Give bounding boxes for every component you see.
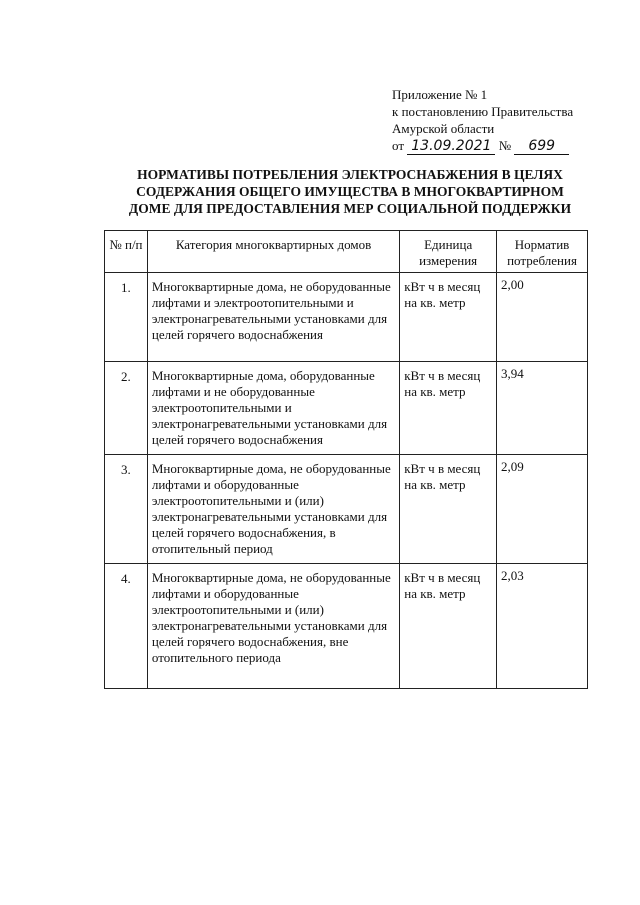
document-title — [100, 166, 600, 217]
row-value: 3,94 — [497, 362, 588, 455]
title-line-2: СОДЕРЖАНИЯ ОБЩЕГО ИМУЩЕСТВА В МНОГОКВАРТИРНОМ — [136, 184, 564, 199]
row-category: Многоквартирные дома, оборудованные лифтами и не оборудованные электроотопительными и электронагревательными установками для целей горячего водоснабжения — [147, 362, 399, 455]
annex-line-3: Амурской области — [392, 121, 495, 136]
date-prefix: от — [392, 138, 405, 153]
row-category: Многоквартирные дома, не оборудованные лифтами и оборудованные электроотопительными и (или) электронагревательными установками для целей горячего водоснабжения, в отопительный период — [147, 455, 399, 564]
row-value: 2,03 — [497, 564, 588, 689]
row-category: Многоквартирные дома, не оборудованные лифтами и оборудованные электроотопительными и (или) электронагревательными установками для целей горячего водоснабжения, вне отопительного периода — [147, 564, 399, 689]
annex-date-line — [392, 137, 573, 155]
header-num: № п/п — [105, 231, 148, 273]
title-line-1: НОРМАТИВЫ ПОТРЕБЛЕНИЯ ЭЛЕКТРОСНАБЖЕНИЯ В ЦЕЛЯХ — [137, 167, 563, 182]
annex-line-2: к постановлению Правительства — [392, 104, 574, 119]
number-prefix: № — [498, 138, 512, 153]
table-row — [105, 362, 588, 455]
row-unit: кВт ч в месяц на кв. метр — [400, 564, 497, 689]
handwritten-date: 13.09.2021 — [407, 139, 495, 155]
annex-line-1: Приложение № 1 — [392, 87, 488, 102]
row-num: 1. — [105, 273, 148, 362]
table-row — [105, 564, 588, 689]
row-unit: кВт ч в месяц на кв. метр — [400, 273, 497, 362]
norms-table — [104, 230, 588, 689]
row-category: Многоквартирные дома, не оборудованные лифтами и электроотопительными и электронагревательными установками для целей горячего водоснабжения — [147, 273, 399, 362]
table-row — [105, 273, 588, 362]
row-unit: кВт ч в месяц на кв. метр — [400, 455, 497, 564]
header-unit: Единица измерения — [400, 231, 497, 273]
header-norm: Норматив потребления — [497, 231, 588, 273]
title-line-3: ДОМЕ ДЛЯ ПРЕДОСТАВЛЕНИЯ МЕР СОЦИАЛЬНОЙ ПОДДЕРЖКИ — [128, 201, 572, 216]
row-value: 2,00 — [497, 273, 588, 362]
table-row — [105, 455, 588, 564]
row-num: 4. — [105, 564, 148, 689]
row-value: 2,09 — [497, 455, 588, 564]
annex-header — [392, 86, 573, 155]
row-unit: кВт ч в месяц на кв. метр — [400, 362, 497, 455]
table-header-row — [105, 231, 588, 273]
row-num: 3. — [105, 455, 148, 564]
header-category: Категория многоквартирных домов — [147, 231, 399, 273]
row-num: 2. — [105, 362, 148, 455]
handwritten-number: 699 — [514, 139, 569, 155]
